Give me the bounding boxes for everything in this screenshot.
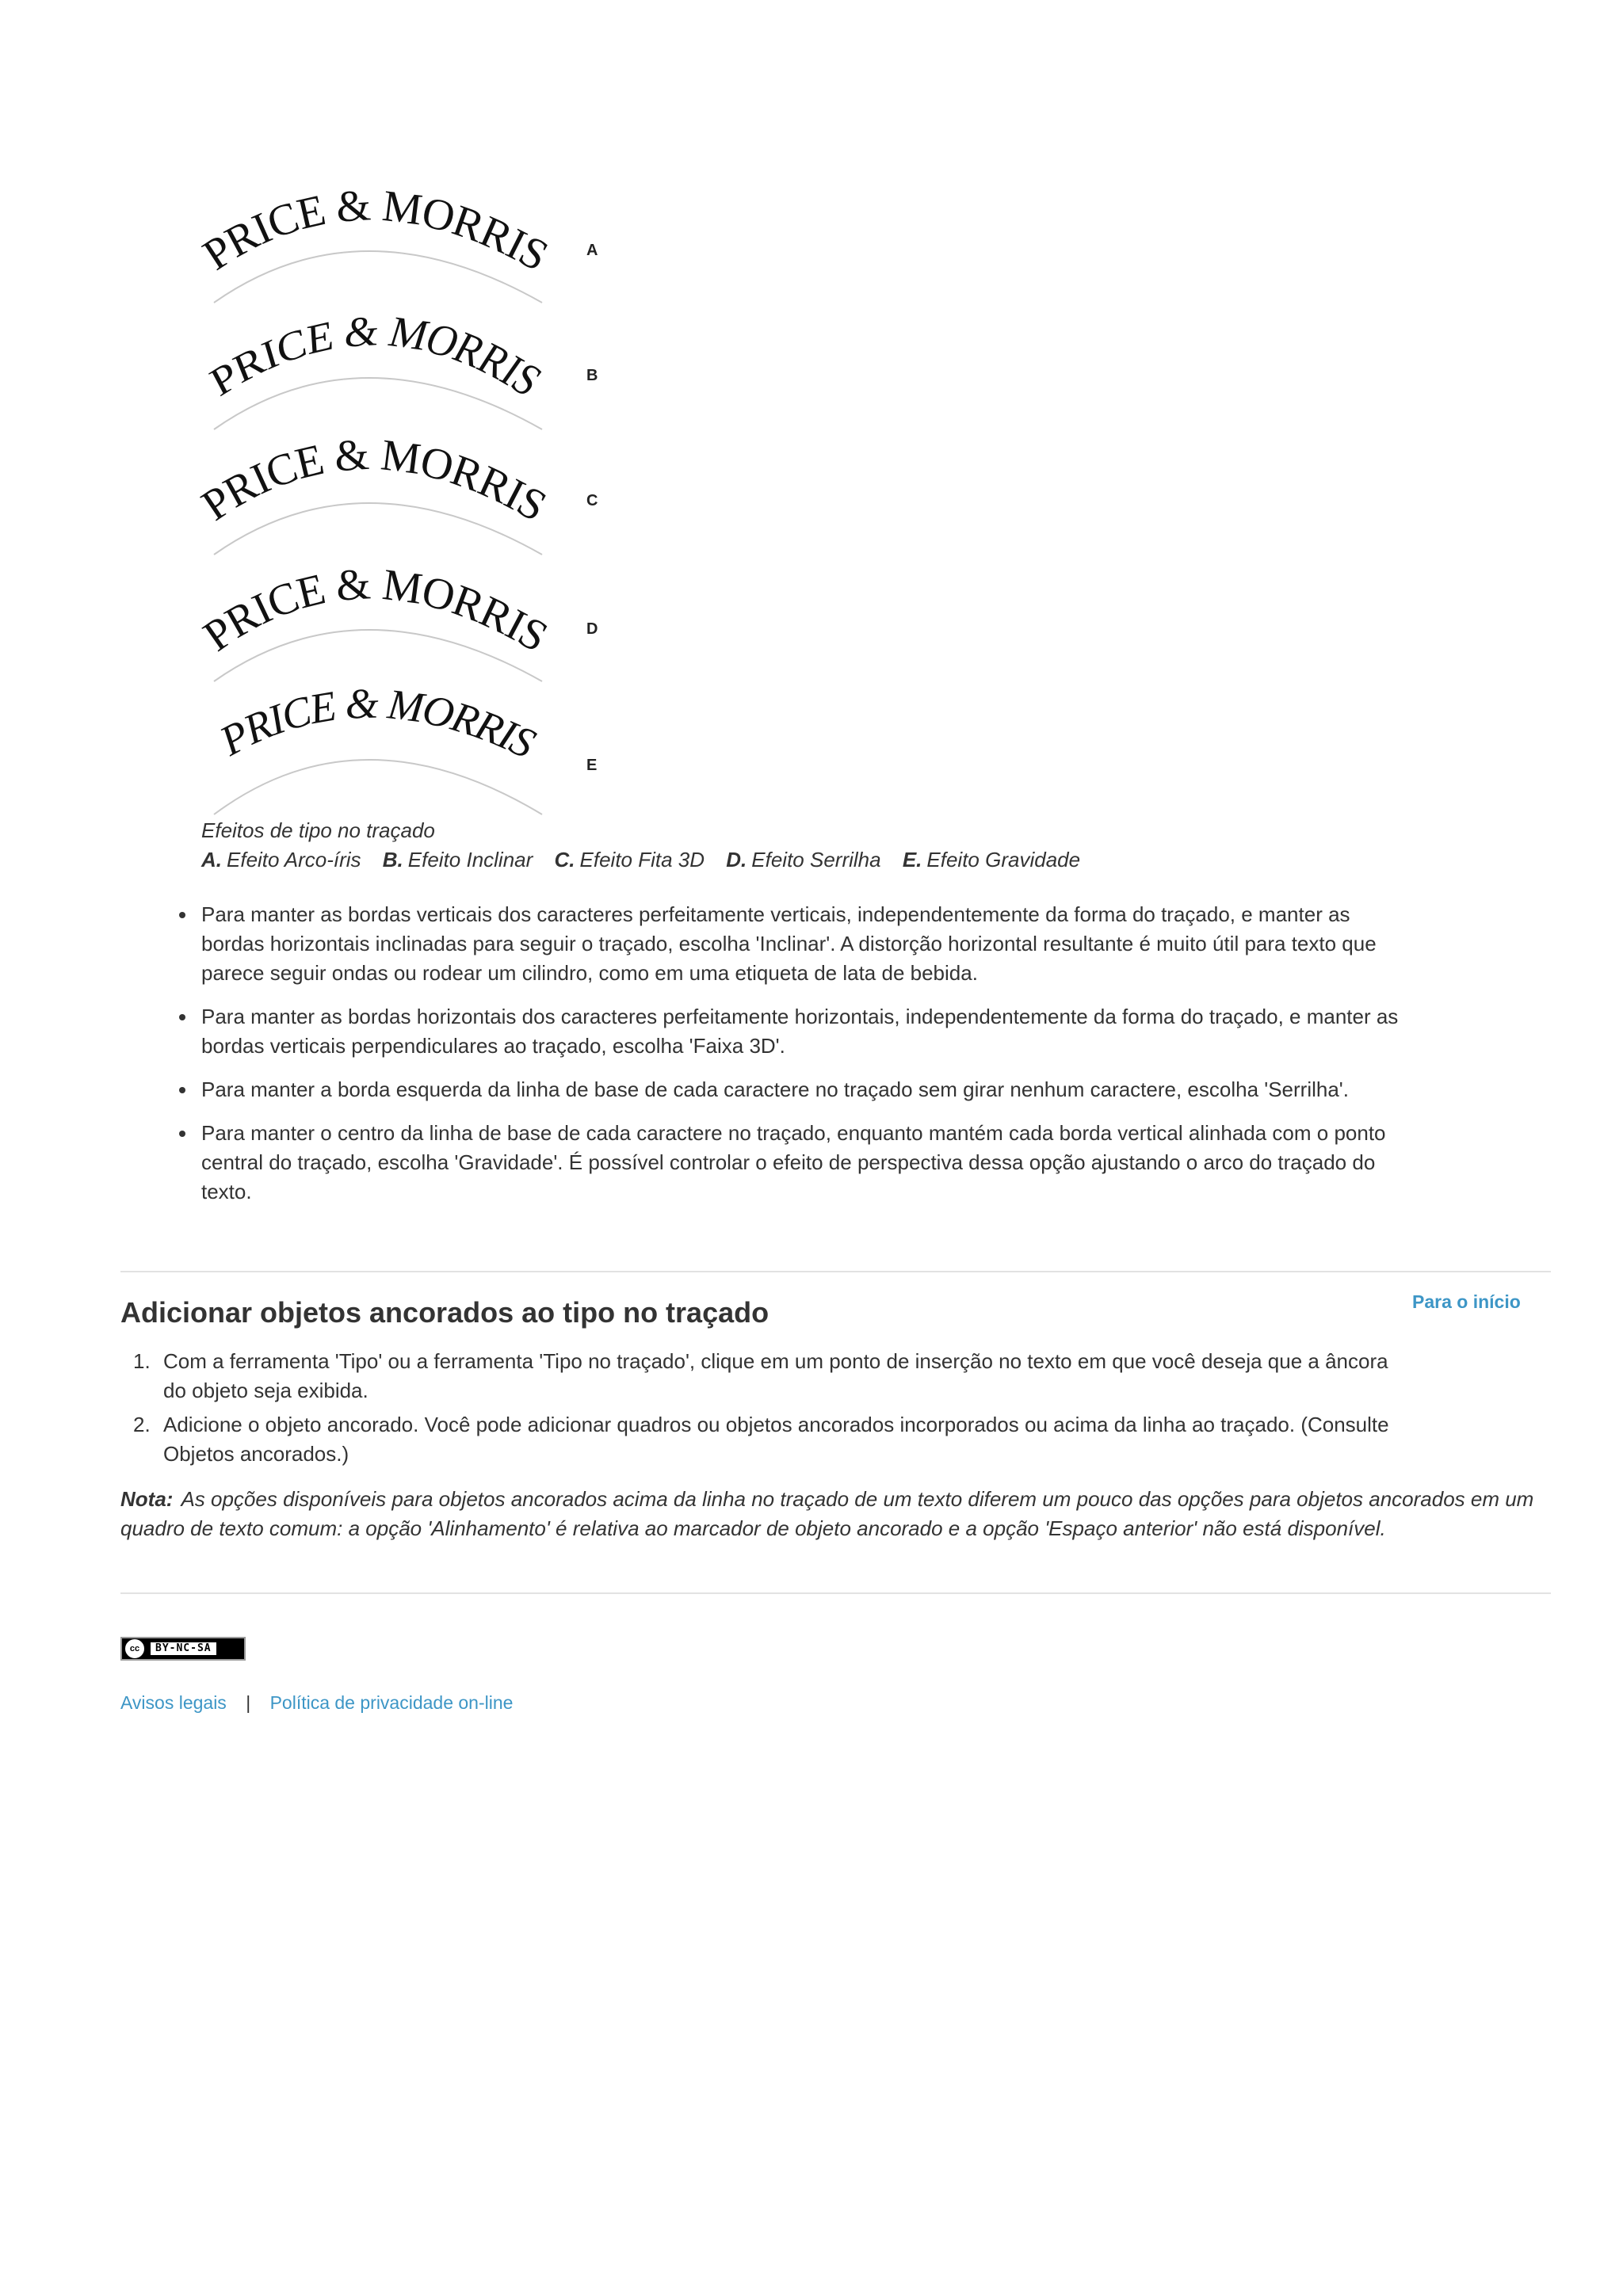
list-item: 2. Adicione o objeto ancorado. Você pode adicionar quadros ou objetos ancorados incorporados ou acima da linha ao traçado. (Consulte Objetos ancorados.) [127,1410,1395,1469]
effect-b-skew [197,307,598,429]
note-text: As opções disponíveis para objetos ancorados acima da linha no traçado de um texto diferem um pouco das opções para objetos ancorados em um quadro de texto comum: a opção 'Alinhamento' é relativa ao marcador de objeto ancorado e a opção 'Espaço anterior' não está disponível. [120,1487,1534,1540]
effect-e-path [214,760,542,814]
effects-bullet-list [173,900,1409,1221]
footer-links [120,1692,513,1714]
creative-commons-icon: cc [125,1639,144,1658]
bullet-icon [179,1131,185,1137]
effect-a-text: PRICE & MORRIS [194,181,556,281]
type-on-path-figure [190,174,634,824]
list-item: Para manter a borda esquerda da linha de base de cada caractere no traçado sem girar nenhum caractere, escolha 'Serrilha'. [173,1075,1409,1104]
step-number: 1. [133,1349,151,1373]
privacy-policy-link[interactable]: Política de privacidade on-line [269,1692,514,1713]
effect-label-e: E [586,757,598,774]
caption-item-c: C. Efeito Fita 3D [554,848,705,871]
section-title: Adicionar objetos ancorados ao tipo no traçado [120,1296,769,1329]
bullet-icon [179,1014,185,1020]
list-item: Para manter as bordas verticais dos caracteres perfeitamente verticais, independentemente da forma do traçado, e manter as bordas horizontais inclinadas para seguir o traçado, escolha 'Inclinar'. A distorção horizontal resultante é muito útil para texto que parece seguir ondas ou rodear um cilindro, como em uma etiqueta de lata de bebida. [173,900,1409,988]
note [120,1485,1551,1543]
effect-label-c: C [586,492,598,509]
caption-item-a: A. Efeito Arco-íris [201,848,361,871]
effect-c-3d-ribbon [193,430,598,555]
caption-item-d: D. Efeito Serrilha [726,848,881,871]
cc-license-badge[interactable] [120,1637,246,1661]
list-item: Para manter as bordas horizontais dos caracteres perfeitamente horizontais, independentemente da forma do traçado, e manter as bordas verticais perpendiculares ao traçado, escolha 'Faixa 3D'. [173,1002,1409,1061]
effect-label-d: D [586,620,598,638]
note-label: Nota: [120,1487,174,1511]
bullet-icon [179,1087,185,1093]
caption-legend [201,845,1390,875]
license-type: BY-NC-SA [151,1642,216,1655]
effect-e-gravity [212,680,597,814]
footer-divider [120,1592,1551,1594]
steps-list [127,1347,1395,1474]
list-item: Para manter o centro da linha de base de cada caractere no traçado, enquanto mantém cada borda vertical alinhada com o ponto central do traçado, escolha 'Gravidade'. É possível controlar o efeito de perspectiva dessa opção ajustando o arco do traçado do texto. [173,1119,1409,1207]
bullet-icon [179,912,185,918]
effect-d-text: PRICE & MORRIS [194,559,556,662]
legal-notices-link[interactable]: Avisos legais [120,1692,227,1713]
footer-separator: | [246,1692,251,1713]
caption-item-b: B. Efeito Inclinar [382,848,533,871]
effect-e-text: PRICE & MORRIS [212,679,541,767]
caption-item-e: E. Efeito Gravidade [902,848,1081,871]
effect-label-a: A [586,242,598,259]
effect-b-text: PRICE & MORRIS [203,307,552,406]
caption-title: Efeitos de tipo no traçado [201,818,435,842]
figure-caption [201,816,1390,875]
step-number: 2. [133,1413,151,1436]
effect-a-rainbow [195,181,598,303]
effect-d-stair-step [195,559,598,681]
section-divider [120,1271,1551,1272]
list-item: 1. Com a ferramenta 'Tipo' ou a ferramenta 'Tipo no traçado', clique em um ponto de inserção no texto em que você deseja que a âncora do objeto seja exibida. [127,1347,1395,1405]
effect-label-b: B [586,367,598,384]
back-to-top-link[interactable]: Para o início [1412,1291,1521,1312]
effect-c-text: PRICE & MORRIS [193,429,555,532]
